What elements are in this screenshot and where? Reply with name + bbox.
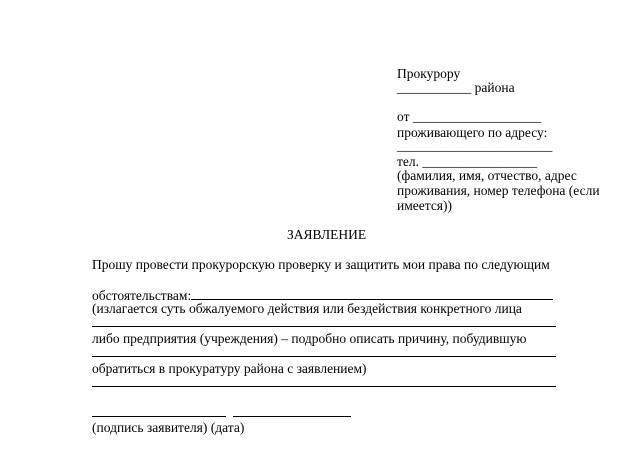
phone-blank: _________________ [422,154,538,169]
addressee-to: Прокурору [397,66,461,81]
request-text: Прошу провести прокурорскую проверку и защитить мои права по следующим [92,257,550,272]
district-blank: ___________ [397,80,472,95]
signature-caption: (подпись заявителя) (дата) [92,420,245,435]
hint-text-3: обратиться в прокуратуру района с заявлением) [92,361,367,376]
note-line-2 [397,183,600,199]
note-line-1 [397,168,577,184]
blank-rule-1 [92,314,556,327]
blank-rule-2 [92,344,556,357]
title-text: ЗАЯВЛЕНИЕ [287,227,367,242]
from-blank: ___________________ [412,109,542,124]
circumstances-label: обстоятельствам: [92,288,192,303]
blank-line-2 [92,344,556,361]
note-text-2: проживания, номер телефона (если [397,183,600,198]
signature-blanks [92,404,351,421]
blank-rule-3 [92,374,556,387]
signature-caption-line [92,420,244,436]
note-line-3 [397,198,452,214]
address-blank: _______________________ [397,138,553,153]
from-prefix: от [397,109,410,124]
district-word: района [474,80,515,95]
phone-prefix: тел. [397,154,420,169]
from-line [397,109,541,125]
document-title [287,227,366,243]
signature-blank [92,404,226,417]
residing-label: проживающего по адресу: [397,125,548,140]
hint-text-2: либо предприятия (учреждения) – подробно описать причину, побудившую [92,331,527,346]
request-line [92,257,550,273]
district-line [397,80,515,96]
circumstances-blank [191,287,553,300]
blank-line-3 [92,374,556,391]
address-blank-line [397,138,552,154]
hint-text-1: (излагается суть обжалуемого действия или бездействия конкретного лица [92,301,522,316]
note-text-1: (фамилия, имя, отчество, адрес [397,168,577,183]
date-blank [233,404,351,417]
blank-line-1 [92,314,556,331]
note-text-3: имеется)) [397,198,453,213]
